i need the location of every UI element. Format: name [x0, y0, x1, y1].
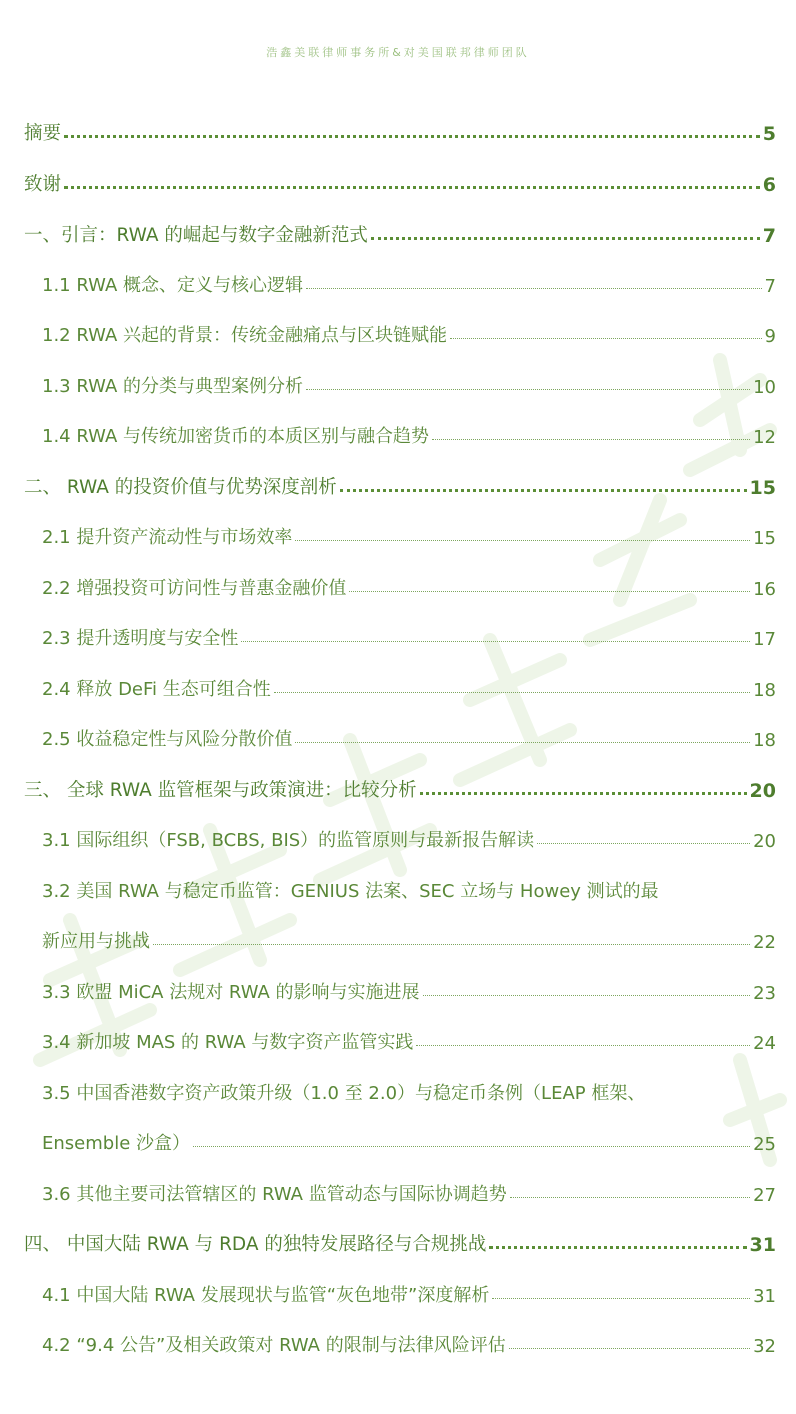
toc-label: 4.2 “9.4 公告”及相关政策对 RWA 的限制与法律风险评估	[42, 1335, 506, 1356]
toc-leader-dots	[349, 591, 750, 592]
toc-page-number: 31	[749, 1234, 776, 1256]
toc-page-number: 18	[753, 680, 776, 701]
toc-leader-dots	[193, 1146, 750, 1147]
toc-entry-2-5[interactable]	[42, 721, 776, 751]
toc-entry-3-2[interactable]	[42, 923, 776, 953]
toc-leader-dots	[306, 288, 762, 289]
toc-label: 致谢	[24, 174, 62, 195]
toc-entry-chapter-2[interactable]	[24, 469, 776, 499]
toc-label: 4.1 中国大陆 RWA 发展现状与监管“灰色地带”深度解析	[42, 1285, 490, 1306]
toc-entry-3-3[interactable]	[42, 974, 776, 1004]
toc-leader-dots	[450, 338, 762, 339]
toc-leader-dots	[432, 439, 750, 440]
toc-page-number: 32	[753, 1336, 776, 1357]
toc-entry-3-2-first-line[interactable]: 3.2 美国 RWA 与稳定币监管：GENIUS 法案、SEC 立场与 Howey 测试的最	[42, 881, 659, 902]
toc-label: 二、 RWA 的投资价值与优势深度剖析	[24, 477, 337, 498]
toc-page-number: 7	[762, 225, 776, 247]
toc-label: 2.1 提升资产流动性与市场效率	[42, 527, 293, 548]
toc-page-number: 20	[749, 780, 776, 802]
toc-page-number: 16	[753, 579, 776, 600]
toc-leader-dots	[423, 995, 751, 996]
toc-entry-acknowledgements[interactable]	[24, 166, 776, 196]
toc-label: 3.1 国际组织（FSB, BCBS, BIS）的监管原则与最新报告解读	[42, 830, 535, 851]
toc-leader-dots	[295, 540, 750, 541]
toc-leader-dots	[295, 742, 750, 743]
toc-entry-4-2[interactable]	[42, 1327, 776, 1357]
toc-leader-dots	[509, 1348, 750, 1349]
toc-leader-dots	[274, 692, 750, 693]
toc-leader-dots	[340, 489, 747, 492]
toc-page-number: 15	[749, 477, 776, 499]
toc-entry-chapter-3[interactable]	[24, 772, 776, 802]
toc-label: 2.2 增强投资可访问性与普惠金融价值	[42, 578, 347, 599]
toc-page-number: 15	[753, 528, 776, 549]
toc-entry-2-1[interactable]	[42, 519, 776, 549]
toc-page-number: 18	[753, 730, 776, 751]
toc-entry-1-1[interactable]	[42, 267, 776, 297]
toc-leader-dots	[306, 389, 750, 390]
toc-label: 1.1 RWA 概念、定义与核心逻辑	[42, 275, 303, 296]
toc-leader-dots	[420, 792, 747, 795]
toc-entry-2-3[interactable]	[42, 620, 776, 650]
toc-page-number: 23	[753, 983, 776, 1004]
toc-entry-chapter-4[interactable]	[24, 1226, 776, 1256]
toc-label: 2.5 收益稳定性与风险分散价值	[42, 729, 293, 750]
toc-page-number: 7	[764, 276, 776, 297]
toc-label: 1.2 RWA 兴起的背景：传统金融痛点与区块链赋能	[42, 325, 447, 346]
toc-page-number: 17	[753, 629, 776, 650]
toc-label: 三、 全球 RWA 监管框架与政策演进：比较分析	[24, 780, 417, 801]
toc-entry-1-2[interactable]	[42, 317, 776, 347]
toc-page-number: 20	[753, 831, 776, 852]
page-header: 浩鑫美联律师事务所&对美国联邦律师团队	[266, 46, 530, 59]
toc-leader-dots	[489, 1246, 746, 1249]
toc-entry-abstract[interactable]	[24, 115, 776, 145]
toc-entry-2-2[interactable]	[42, 570, 776, 600]
toc-page-number: 24	[753, 1033, 776, 1054]
toc-label: 3.6 其他主要司法管辖区的 RWA 监管动态与国际协调趋势	[42, 1184, 507, 1205]
toc-leader-dots	[371, 237, 760, 240]
toc-entry-chapter-1[interactable]	[24, 217, 776, 247]
toc-leader-dots	[153, 944, 750, 945]
toc-entry-1-3[interactable]	[42, 368, 776, 398]
toc-label: Ensemble 沙盒）	[42, 1133, 190, 1154]
toc-page-number: 9	[764, 326, 776, 347]
toc-label: 3.3 欧盟 MiCA 法规对 RWA 的影响与实施进展	[42, 982, 420, 1003]
toc-page-number: 27	[753, 1185, 776, 1206]
toc-label: 新应用与挑战	[42, 931, 150, 952]
toc-page-number: 12	[753, 427, 776, 448]
toc-page-number: 6	[762, 174, 776, 196]
toc-entry-4-1[interactable]	[42, 1277, 776, 1307]
toc-label: 四、 中国大陆 RWA 与 RDA 的独特发展路径与合规挑战	[24, 1234, 487, 1255]
toc-page-number: 25	[753, 1134, 776, 1155]
toc-leader-dots	[416, 1045, 750, 1046]
toc-entry-3-4[interactable]	[42, 1024, 776, 1054]
toc-leader-dots	[241, 641, 750, 642]
toc-entry-3-5-first-line[interactable]: 3.5 中国香港数字资产政策升级（1.0 至 2.0）与稳定币条例（LEAP 框架、	[42, 1083, 646, 1104]
toc-label: 1.4 RWA 与传统加密货币的本质区别与融合趋势	[42, 426, 429, 447]
toc-label: 2.3 提升透明度与安全性	[42, 628, 239, 649]
toc-leader-dots	[510, 1197, 750, 1198]
toc-label: 一、引言：RWA 的崛起与数字金融新范式	[24, 225, 368, 246]
toc-leader-dots	[64, 135, 760, 138]
toc-entry-3-1[interactable]	[42, 822, 776, 852]
toc-leader-dots	[492, 1298, 750, 1299]
toc-entry-2-4[interactable]	[42, 671, 776, 701]
toc-page-number: 5	[762, 123, 776, 145]
toc-page-number: 22	[753, 932, 776, 953]
toc-entry-1-4[interactable]	[42, 418, 776, 448]
toc-page-number: 10	[753, 377, 776, 398]
toc-label: 2.4 释放 DeFi 生态可组合性	[42, 679, 271, 700]
toc-label: 1.3 RWA 的分类与典型案例分析	[42, 376, 303, 397]
toc-leader-dots	[64, 186, 760, 189]
toc-leader-dots	[537, 843, 750, 844]
toc-label: 摘要	[24, 123, 62, 144]
toc-page-number: 31	[753, 1286, 776, 1307]
toc-entry-3-5[interactable]	[42, 1125, 776, 1155]
toc-entry-3-6[interactable]	[42, 1176, 776, 1206]
toc-label: 3.4 新加坡 MAS 的 RWA 与数字资产监管实践	[42, 1032, 414, 1053]
